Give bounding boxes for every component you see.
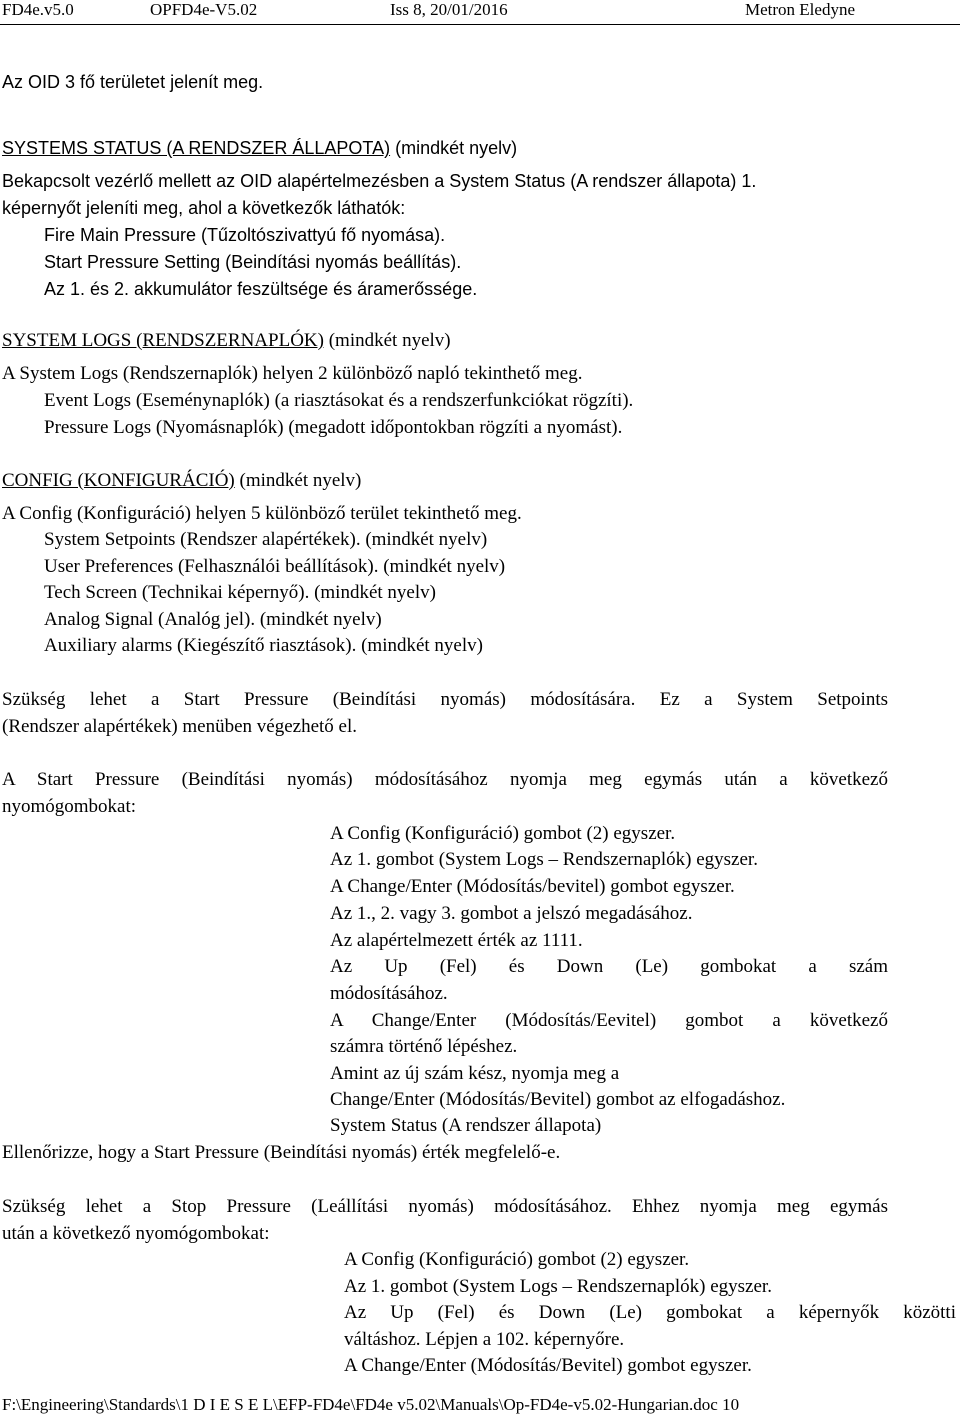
- page-header: [0, 0, 960, 22]
- config-heading: [2, 469, 361, 493]
- config-tag: (mindkét nyelv): [239, 470, 362, 491]
- systems-status-item: Start Pressure Setting (Beindítási nyomás beállítás).: [44, 252, 462, 272]
- system-logs-line-1: A System Logs (Rendszernaplók) helyen 2 különböző napló tekinthető meg.: [2, 363, 583, 384]
- start-step: számra történő lépéshez.: [330, 1036, 518, 1057]
- systems-status-line-1: Bekapcsolt vezérlő mellett az OID alapértelmezésben a System Status (A rendszer állapota) 1.: [2, 171, 757, 191]
- systems-status-title: SYSTEMS STATUS (A RENDSZER ÁLLAPOTA): [2, 138, 391, 158]
- header-company: Metron Eledyne: [745, 0, 855, 19]
- start-mod-line-1: Szükség lehet a Start Pressure (Beindítási nyomás) módosítására. Ez a System Setpoints: [2, 689, 888, 710]
- system-logs-title: SYSTEM LOGS (RENDSZERNAPLÓK): [2, 330, 324, 351]
- footer-page-number: 10: [722, 1395, 740, 1414]
- start-step: Az 1., 2. vagy 3. gombot a jelszó megadásához.: [330, 903, 693, 924]
- header-rule: [0, 24, 960, 25]
- start-step: A Config (Konfiguráció) gombot (2) egyszer.: [330, 823, 676, 844]
- stop-step: váltáshoz. Lépjen a 102. képernyőre.: [344, 1329, 625, 1350]
- system-logs-heading: [2, 329, 451, 353]
- start-check-line: Ellenőrizze, hogy a Start Pressure (Beindítási nyomás) érték megfelelő-e.: [2, 1142, 561, 1163]
- systems-status-tag: (mindkét nyelv): [395, 138, 518, 158]
- start-step: Change/Enter (Módosítás/Bevitel) gombot az elfogadáshoz.: [330, 1089, 786, 1110]
- config-item: Auxiliary alarms (Kiegészítő riasztások). (mindkét nyelv): [44, 635, 483, 656]
- systems-status-item: Fire Main Pressure (Tűzoltószivattyú fő nyomása).: [44, 225, 446, 245]
- stop-line-2: után a következő nyomógombokat:: [2, 1223, 270, 1244]
- header-doc-code: OPFD4e-V5.02: [150, 0, 258, 19]
- header-product: FD4e.v5.0: [2, 0, 74, 19]
- stop-step: Az 1. gombot (System Logs – Rendszernaplók) egyszer.: [344, 1276, 772, 1297]
- config-item: System Setpoints (Rendszer alapértékek). (mindkét nyelv): [44, 529, 488, 550]
- config-item: User Preferences (Felhasználói beállítások). (mindkét nyelv): [44, 556, 506, 577]
- start-step: Az alapértelmezett érték az 1111.: [330, 930, 583, 951]
- stop-step: A Change/Enter (Módosítás/Bevitel) gombot egyszer.: [344, 1355, 752, 1376]
- system-logs-item: Event Logs (Eseménynaplók) (a riasztásokat és a rendszerfunkciókat rögzíti).: [44, 390, 634, 411]
- start-step: módosításához.: [330, 983, 448, 1004]
- page-footer: [0, 1395, 960, 1415]
- start-mod-line-2: (Rendszer alapértékek) menüben végezhető el.: [2, 716, 358, 737]
- stop-line-1: Szükség lehet a Stop Pressure (Leállítási nyomás) módosításához. Ehhez nyomja meg egymás: [2, 1196, 888, 1217]
- start-step: Az Up (Fel) és Down (Le) gombokat a szám: [330, 956, 888, 977]
- header-issue: Iss 8, 20/01/2016: [390, 0, 508, 19]
- config-item: Analog Signal (Analóg jel). (mindkét nyelv): [44, 609, 382, 630]
- start-press-line-2: nyomógombokat:: [2, 796, 137, 817]
- start-step: Az 1. gombot (System Logs – Rendszernaplók) egyszer.: [330, 849, 758, 870]
- config-title: CONFIG (KONFIGURÁCIÓ): [2, 470, 235, 491]
- intro-text: Az OID 3 fő területet jelenít meg.: [2, 72, 264, 92]
- start-step: A Change/Enter (Módosítás/bevitel) gombot egyszer.: [330, 876, 735, 897]
- start-step: Amint az új szám kész, nyomja meg a: [330, 1063, 620, 1084]
- config-item: Tech Screen (Technikai képernyő). (mindkét nyelv): [44, 582, 436, 603]
- system-logs-tag: (mindkét nyelv): [328, 330, 451, 351]
- stop-step: Az Up (Fel) és Down (Le) gombokat a képernyők közötti: [344, 1302, 956, 1323]
- stop-step: A Config (Konfiguráció) gombot (2) egyszer.: [344, 1249, 690, 1270]
- systems-status-heading: [2, 136, 517, 160]
- system-logs-item: Pressure Logs (Nyomásnaplók) (megadott időpontokban rögzíti a nyomást).: [44, 417, 623, 438]
- start-press-line-1: A Start Pressure (Beindítási nyomás) módosításához nyomja meg egymás után a következő: [2, 769, 888, 790]
- start-step: System Status (A rendszer állapota): [330, 1115, 602, 1136]
- config-line-1: A Config (Konfiguráció) helyen 5 különböző terület tekinthető meg.: [2, 503, 522, 524]
- systems-status-line-2: képernyőt jeleníti meg, ahol a következők láthatók:: [2, 198, 406, 218]
- start-step: A Change/Enter (Módosítás/Eevitel) gombot a következő: [330, 1010, 888, 1031]
- footer-path: F:\Engineering\Standards\1 D I E S E L\EFP-FD4e\FD4e v5.02\Manuals\Op-FD4e-v5.02-Hungarian.doc: [2, 1395, 718, 1414]
- systems-status-item: Az 1. és 2. akkumulátor feszültsége és áramerőssége.: [44, 279, 478, 299]
